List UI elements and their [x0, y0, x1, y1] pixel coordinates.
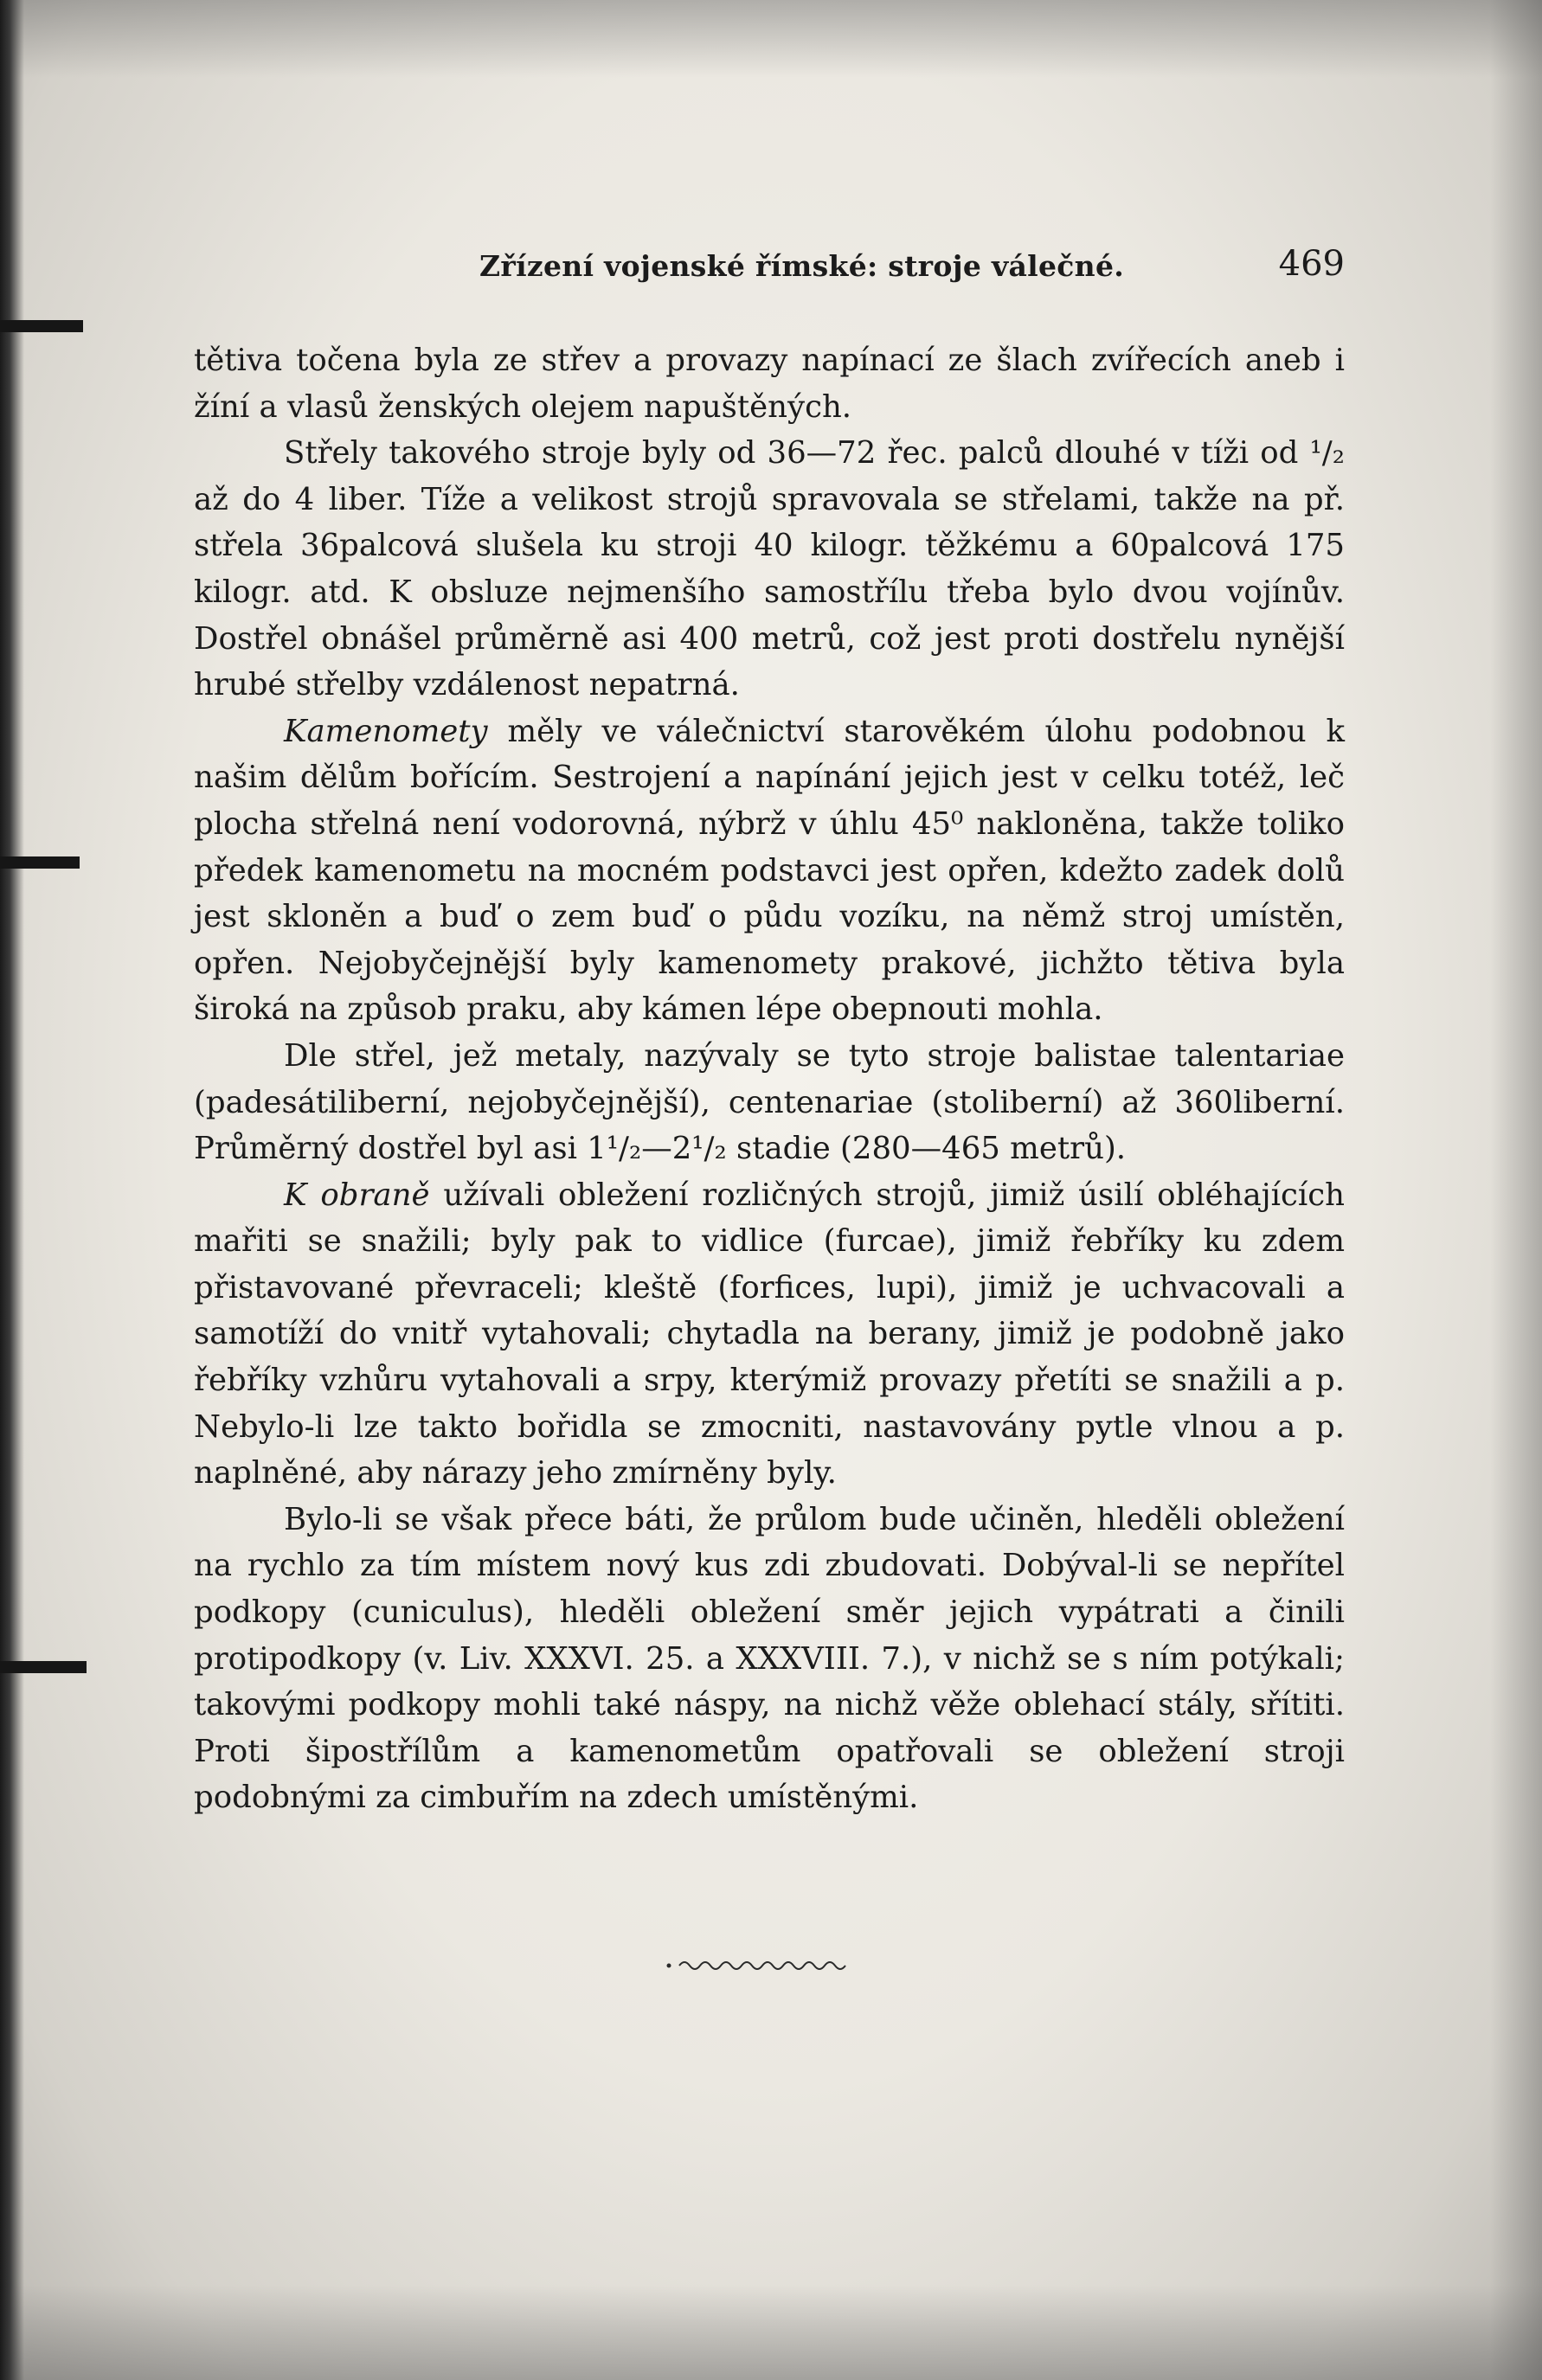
end-ornament — [662, 1953, 861, 1974]
page-right-shadow — [1490, 0, 1542, 2380]
italic-term: K obraně — [284, 1177, 430, 1213]
running-title: Zřízení vojenské římské: stroje válečné. — [479, 249, 1125, 283]
paragraph-text: tětiva točena byla ze střev a provazy napínací ze šlach zvířecích aneb i žíní a vlasů ženských olejem napuštěných. — [194, 343, 1345, 425]
paragraph — [194, 709, 1345, 1033]
page-bottom-shadow — [0, 2285, 1542, 2380]
fraction: ¹/₂ — [1309, 435, 1345, 472]
paragraph-text: užívali obležení rozličných strojů, jimiž úsilí obléhajících mařiti se snažili; byly pak to vidlice (furcae), jimiž řebříky ku zdem přistavované převraceli; kleště (forfices, lupi), jimiž je uchvacovali a samotíží do vnitř vytahovali; chytadla na berany, jimiž je podobně jako řebříky vzhůru vytahovali a srpy, kterýmiž provazy přetíti se snažili a p. Nebylo-li lze takto bořidla se zmocniti, nastavovány pytle vlnou a p. naplněné, aby nárazy jeho zmírněny byly. — [194, 1177, 1345, 1492]
paragraph — [194, 1172, 1345, 1497]
body-text — [194, 337, 1345, 1821]
paragraph-text: měly ve válečnictví starověkém úlohu podobnou k našim dělům bořícím. Sestrojení a napínání jejich jest v celku totéž, leč plocha střelná není vodorovná, nýbrž v úhlu 45⁰ nakloněna, takže toliko předek kamenometu na mocném podstavci jest opřen, kdežto zadek dolů jest skloněn a buď o zem buď o půdu vozíku, na němž stroj umístěn, opřen. Nejobyčejnější byly kamenomety prakové, jichžto tětiva byla široká na způsob praku, aby kámen lépe obepnouti mohla. — [194, 713, 1345, 1028]
binding-mark-3 — [0, 1661, 87, 1673]
binding-mark-2 — [0, 856, 80, 869]
paragraph-text: Střely takového stroje byly od 36—72 řec. palců dlouhé v tíži od — [284, 435, 1310, 472]
italic-term: Kamenomety — [284, 713, 488, 749]
paragraph-text: až do 4 liber. Tíže a velikost strojů spravovala se střelami, takže na př. střela 36palcová slušela ku stroji 40 kilogr. těžkému a 60palcová 175 kilogr. atd. K obsluze nejmenšího samostřílu třeba bylo dvou vojínův. Dostřel obnášel průměrně asi 400 metrů, což jest proti dostřelu nynější hrubé střelby vzdálenost nepatrná. — [194, 481, 1345, 703]
page-header — [194, 244, 1345, 292]
paragraph — [194, 1033, 1345, 1172]
paragraph — [194, 337, 1345, 430]
page-top-shadow — [0, 0, 1542, 78]
page-number: 469 — [1278, 244, 1345, 284]
paragraph — [194, 1497, 1345, 1821]
binding-mark-1 — [0, 320, 83, 332]
paragraph-text: Bylo-li se však přece báti, že průlom bude učiněn, hleděli obležení na rychlo za tím místem nový kus zdi zbudovati. Dobýval-li se nepřítel podkopy (cuniculus), hleděli obležení směr jejich vypátrati a činili protipodkopy (v. Liv. XXXVI. 25. a XXXVIII. 7.), v nichž se s ním potýkali; takovými podkopy mohli také náspy, na nichž věže oblehací stály, sřítiti. Proti šipostřílům a kamenometům opatřovali se obležení stroji podobnými za cimbuřím na zdech umístěnými. — [194, 1501, 1345, 1816]
paragraph — [194, 430, 1345, 709]
page-binding-edge — [0, 0, 24, 2380]
paragraph-text: Dle střel, jež metaly, nazývaly se tyto stroje balistae talentariae (padesátiliberní, nejobyčejnější), centenariae (stoliberní) až 360liberní. Průměrný dostřel byl asi 1¹/₂—2¹/₂ stadie (280—465 metrů). — [194, 1037, 1345, 1167]
